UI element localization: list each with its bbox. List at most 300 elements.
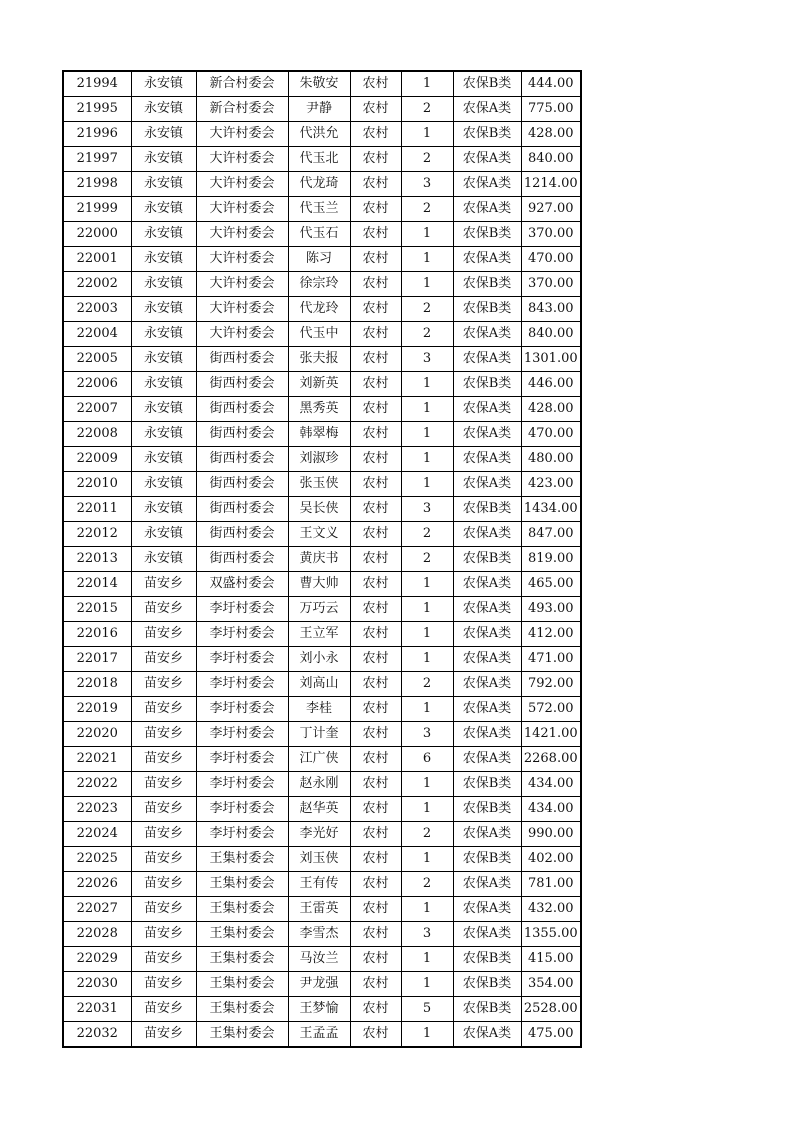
table-cell-category: 农保A类	[453, 622, 521, 647]
table-cell-amount: 792.00	[521, 672, 581, 697]
table-cell-id: 21996	[63, 122, 131, 147]
table-row	[63, 122, 581, 147]
table-cell-id: 22007	[63, 397, 131, 422]
table-cell-name: 尹静	[288, 97, 350, 122]
table-cell-id: 22032	[63, 1022, 131, 1048]
table-cell-name: 代龙琦	[288, 172, 350, 197]
table-cell-category: 农保A类	[453, 697, 521, 722]
table-cell-id: 22008	[63, 422, 131, 447]
table-cell-amount: 775.00	[521, 97, 581, 122]
table-cell-name: 李光好	[288, 822, 350, 847]
table-cell-id: 22020	[63, 722, 131, 747]
table-row	[63, 747, 581, 772]
table-cell-count: 1	[401, 372, 453, 397]
table-cell-category: 农保B类	[453, 71, 521, 97]
table-cell-village: 大许村委会	[196, 322, 288, 347]
table-cell-count: 1	[401, 947, 453, 972]
table-cell-town: 永安镇	[131, 372, 196, 397]
table-cell-count: 1	[401, 122, 453, 147]
table-row	[63, 622, 581, 647]
table-cell-type: 农村	[350, 822, 401, 847]
table-cell-id: 22013	[63, 547, 131, 572]
table-cell-village: 街西村委会	[196, 397, 288, 422]
table-cell-count: 1	[401, 572, 453, 597]
table-cell-name: 代玉兰	[288, 197, 350, 222]
table-cell-town: 永安镇	[131, 547, 196, 572]
table-cell-amount: 434.00	[521, 772, 581, 797]
table-cell-town: 苗安乡	[131, 772, 196, 797]
table-cell-id: 22011	[63, 497, 131, 522]
table-cell-count: 1	[401, 597, 453, 622]
table-cell-category: 农保B类	[453, 972, 521, 997]
table-cell-village: 李圩村委会	[196, 822, 288, 847]
table-cell-amount: 402.00	[521, 847, 581, 872]
table-cell-count: 5	[401, 997, 453, 1022]
table-cell-name: 马汝兰	[288, 947, 350, 972]
table-row	[63, 822, 581, 847]
table-cell-id: 22027	[63, 897, 131, 922]
table-cell-village: 王集村委会	[196, 922, 288, 947]
table-cell-amount: 434.00	[521, 797, 581, 822]
table-cell-town: 永安镇	[131, 472, 196, 497]
table-cell-type: 农村	[350, 872, 401, 897]
table-cell-name: 王立军	[288, 622, 350, 647]
table-row	[63, 147, 581, 172]
table-cell-town: 永安镇	[131, 522, 196, 547]
table-row	[63, 1022, 581, 1048]
table-cell-count: 2	[401, 147, 453, 172]
table-row	[63, 322, 581, 347]
table-cell-count: 1	[401, 847, 453, 872]
table-cell-category: 农保A类	[453, 347, 521, 372]
table-cell-name: 王雷英	[288, 897, 350, 922]
table-cell-name: 王有传	[288, 872, 350, 897]
table-cell-amount: 840.00	[521, 322, 581, 347]
table-cell-village: 街西村委会	[196, 422, 288, 447]
table-cell-count: 6	[401, 747, 453, 772]
table-cell-name: 李桂	[288, 697, 350, 722]
table-cell-category: 农保B类	[453, 297, 521, 322]
table-cell-name: 王梦愉	[288, 997, 350, 1022]
table-cell-name: 吴长侠	[288, 497, 350, 522]
table-cell-type: 农村	[350, 372, 401, 397]
table-cell-amount: 354.00	[521, 972, 581, 997]
table-cell-amount: 446.00	[521, 372, 581, 397]
table-cell-village: 大许村委会	[196, 272, 288, 297]
table-cell-town: 永安镇	[131, 272, 196, 297]
table-cell-amount: 840.00	[521, 147, 581, 172]
table-cell-id: 21998	[63, 172, 131, 197]
table-cell-town: 永安镇	[131, 222, 196, 247]
table-cell-count: 1	[401, 71, 453, 97]
table-cell-town: 苗安乡	[131, 672, 196, 697]
table-cell-town: 苗安乡	[131, 997, 196, 1022]
table-cell-town: 永安镇	[131, 172, 196, 197]
table-cell-category: 农保A类	[453, 422, 521, 447]
table-cell-town: 苗安乡	[131, 647, 196, 672]
table-cell-name: 朱敬安	[288, 71, 350, 97]
table-cell-town: 苗安乡	[131, 822, 196, 847]
table-cell-amount: 470.00	[521, 247, 581, 272]
table-cell-amount: 847.00	[521, 522, 581, 547]
table-cell-type: 农村	[350, 597, 401, 622]
table-cell-type: 农村	[350, 922, 401, 947]
table-cell-category: 农保A类	[453, 1022, 521, 1048]
table-cell-amount: 444.00	[521, 71, 581, 97]
table-cell-town: 永安镇	[131, 397, 196, 422]
table-cell-category: 农保A类	[453, 672, 521, 697]
table-row	[63, 97, 581, 122]
table-cell-village: 李圩村委会	[196, 772, 288, 797]
table-cell-amount: 471.00	[521, 647, 581, 672]
table-cell-type: 农村	[350, 447, 401, 472]
table-cell-id: 22022	[63, 772, 131, 797]
table-row	[63, 422, 581, 447]
table-cell-category: 农保B类	[453, 272, 521, 297]
table-cell-id: 22003	[63, 297, 131, 322]
table-cell-village: 大许村委会	[196, 297, 288, 322]
table-cell-type: 农村	[350, 1022, 401, 1048]
table-cell-category: 农保A类	[453, 922, 521, 947]
table-cell-count: 3	[401, 922, 453, 947]
table-row	[63, 872, 581, 897]
table-cell-count: 1	[401, 447, 453, 472]
table-cell-name: 张夫报	[288, 347, 350, 372]
table-cell-id: 21995	[63, 97, 131, 122]
table-cell-town: 永安镇	[131, 71, 196, 97]
table-cell-category: 农保A类	[453, 197, 521, 222]
table-cell-count: 1	[401, 272, 453, 297]
table-cell-type: 农村	[350, 197, 401, 222]
table-row	[63, 797, 581, 822]
table-cell-type: 农村	[350, 472, 401, 497]
table-cell-amount: 428.00	[521, 122, 581, 147]
table-cell-id: 22006	[63, 372, 131, 397]
table-cell-amount: 1421.00	[521, 722, 581, 747]
table-cell-type: 农村	[350, 547, 401, 572]
table-cell-village: 大许村委会	[196, 172, 288, 197]
table-cell-count: 1	[401, 647, 453, 672]
table-cell-village: 王集村委会	[196, 1022, 288, 1048]
table-row	[63, 297, 581, 322]
table-cell-town: 苗安乡	[131, 1022, 196, 1048]
table-cell-town: 永安镇	[131, 97, 196, 122]
table-cell-village: 王集村委会	[196, 997, 288, 1022]
table-cell-id: 22009	[63, 447, 131, 472]
table-cell-name: 刘淑珍	[288, 447, 350, 472]
table-cell-id: 22019	[63, 697, 131, 722]
table-cell-amount: 2268.00	[521, 747, 581, 772]
table-cell-category: 农保A类	[453, 247, 521, 272]
table-cell-count: 1	[401, 897, 453, 922]
table-cell-category: 农保A类	[453, 872, 521, 897]
table-cell-town: 永安镇	[131, 197, 196, 222]
table-cell-count: 2	[401, 297, 453, 322]
table-cell-name: 代玉北	[288, 147, 350, 172]
table-cell-type: 农村	[350, 347, 401, 372]
table-row	[63, 397, 581, 422]
table-cell-count: 1	[401, 622, 453, 647]
table-cell-count: 2	[401, 872, 453, 897]
table-cell-id: 22001	[63, 247, 131, 272]
table-cell-count: 1	[401, 1022, 453, 1048]
table-cell-town: 永安镇	[131, 422, 196, 447]
table-cell-count: 1	[401, 422, 453, 447]
table-cell-name: 赵华英	[288, 797, 350, 822]
table-cell-name: 代玉石	[288, 222, 350, 247]
table-cell-amount: 428.00	[521, 397, 581, 422]
table-cell-village: 王集村委会	[196, 847, 288, 872]
table-cell-count: 1	[401, 472, 453, 497]
table-cell-category: 农保A类	[453, 822, 521, 847]
table-row	[63, 647, 581, 672]
table-cell-amount: 990.00	[521, 822, 581, 847]
table-cell-id: 22015	[63, 597, 131, 622]
table-cell-type: 农村	[350, 322, 401, 347]
records-table	[62, 70, 582, 1048]
table-cell-category: 农保A类	[453, 572, 521, 597]
table-cell-name: 代玉中	[288, 322, 350, 347]
table-cell-town: 苗安乡	[131, 797, 196, 822]
table-row	[63, 497, 581, 522]
table-cell-type: 农村	[350, 772, 401, 797]
table-cell-town: 永安镇	[131, 447, 196, 472]
table-cell-village: 街西村委会	[196, 372, 288, 397]
table-row	[63, 71, 581, 97]
table-cell-village: 李圩村委会	[196, 747, 288, 772]
table-cell-type: 农村	[350, 722, 401, 747]
table-cell-name: 王文义	[288, 522, 350, 547]
table-cell-category: 农保A类	[453, 322, 521, 347]
table-cell-name: 万巧云	[288, 597, 350, 622]
table-cell-id: 22012	[63, 522, 131, 547]
table-cell-category: 农保B类	[453, 497, 521, 522]
table-cell-count: 1	[401, 972, 453, 997]
table-cell-id: 22026	[63, 872, 131, 897]
table-cell-name: 陈习	[288, 247, 350, 272]
table-cell-village: 街西村委会	[196, 497, 288, 522]
table-cell-amount: 1301.00	[521, 347, 581, 372]
table-cell-type: 农村	[350, 697, 401, 722]
table-row	[63, 722, 581, 747]
table-cell-category: 农保B类	[453, 372, 521, 397]
table-cell-id: 21999	[63, 197, 131, 222]
table-cell-town: 永安镇	[131, 347, 196, 372]
table-cell-amount: 412.00	[521, 622, 581, 647]
table-cell-id: 22030	[63, 972, 131, 997]
table-cell-name: 刘高山	[288, 672, 350, 697]
table-cell-village: 双盛村委会	[196, 572, 288, 597]
table-row	[63, 247, 581, 272]
table-cell-type: 农村	[350, 247, 401, 272]
table-cell-category: 农保A类	[453, 897, 521, 922]
table-cell-amount: 927.00	[521, 197, 581, 222]
table-cell-id: 22018	[63, 672, 131, 697]
table-cell-amount: 370.00	[521, 222, 581, 247]
table-cell-village: 大许村委会	[196, 247, 288, 272]
table-cell-town: 苗安乡	[131, 722, 196, 747]
table-cell-town: 苗安乡	[131, 847, 196, 872]
table-cell-id: 22014	[63, 572, 131, 597]
table-cell-type: 农村	[350, 522, 401, 547]
table-cell-type: 农村	[350, 572, 401, 597]
table-cell-amount: 493.00	[521, 597, 581, 622]
table-cell-id: 22005	[63, 347, 131, 372]
table-cell-id: 22025	[63, 847, 131, 872]
table-cell-amount: 470.00	[521, 422, 581, 447]
table-row	[63, 772, 581, 797]
table-cell-category: 农保B类	[453, 797, 521, 822]
table-cell-id: 22017	[63, 647, 131, 672]
table-cell-count: 1	[401, 247, 453, 272]
table-cell-type: 农村	[350, 797, 401, 822]
table-cell-id: 22016	[63, 622, 131, 647]
table-cell-count: 1	[401, 397, 453, 422]
table-cell-id: 22004	[63, 322, 131, 347]
table-cell-name: 江广侠	[288, 747, 350, 772]
table-row	[63, 697, 581, 722]
table-cell-count: 2	[401, 522, 453, 547]
table-row	[63, 372, 581, 397]
table-cell-category: 农保B类	[453, 222, 521, 247]
table-cell-village: 大许村委会	[196, 122, 288, 147]
table-row	[63, 847, 581, 872]
table-cell-village: 李圩村委会	[196, 722, 288, 747]
table-cell-village: 王集村委会	[196, 897, 288, 922]
table-cell-count: 3	[401, 722, 453, 747]
table-cell-amount: 843.00	[521, 297, 581, 322]
table-cell-amount: 2528.00	[521, 997, 581, 1022]
table-cell-amount: 781.00	[521, 872, 581, 897]
table-row	[63, 347, 581, 372]
table-cell-amount: 819.00	[521, 547, 581, 572]
table-cell-type: 农村	[350, 172, 401, 197]
table-cell-name: 代龙玲	[288, 297, 350, 322]
table-cell-id: 22028	[63, 922, 131, 947]
table-cell-village: 街西村委会	[196, 547, 288, 572]
table-cell-town: 永安镇	[131, 147, 196, 172]
table-cell-town: 永安镇	[131, 122, 196, 147]
table-cell-village: 大许村委会	[196, 197, 288, 222]
table-cell-name: 赵永刚	[288, 772, 350, 797]
table-cell-amount: 370.00	[521, 272, 581, 297]
table-cell-count: 1	[401, 772, 453, 797]
table-cell-count: 2	[401, 322, 453, 347]
table-cell-village: 王集村委会	[196, 872, 288, 897]
table-row	[63, 522, 581, 547]
table-cell-name: 尹龙强	[288, 972, 350, 997]
table-cell-count: 2	[401, 672, 453, 697]
table-cell-name: 代洪允	[288, 122, 350, 147]
table-cell-type: 农村	[350, 747, 401, 772]
table-cell-amount: 1355.00	[521, 922, 581, 947]
table-cell-category: 农保B类	[453, 772, 521, 797]
table-cell-id: 22024	[63, 822, 131, 847]
table-cell-count: 2	[401, 97, 453, 122]
table-cell-name: 徐宗玲	[288, 272, 350, 297]
table-cell-category: 农保B类	[453, 997, 521, 1022]
table-cell-category: 农保A类	[453, 172, 521, 197]
table-cell-type: 农村	[350, 972, 401, 997]
records-table-body	[63, 71, 581, 1047]
table-cell-village: 李圩村委会	[196, 797, 288, 822]
table-cell-type: 农村	[350, 222, 401, 247]
table-cell-town: 苗安乡	[131, 697, 196, 722]
table-cell-village: 街西村委会	[196, 347, 288, 372]
table-cell-count: 2	[401, 197, 453, 222]
table-row	[63, 172, 581, 197]
table-row	[63, 272, 581, 297]
table-cell-id: 21994	[63, 71, 131, 97]
table-cell-type: 农村	[350, 997, 401, 1022]
table-cell-type: 农村	[350, 947, 401, 972]
table-cell-type: 农村	[350, 497, 401, 522]
table-cell-town: 苗安乡	[131, 947, 196, 972]
table-cell-type: 农村	[350, 647, 401, 672]
table-cell-amount: 423.00	[521, 472, 581, 497]
table-cell-category: 农保A类	[453, 647, 521, 672]
table-cell-name: 丁计奎	[288, 722, 350, 747]
table-cell-id: 22021	[63, 747, 131, 772]
table-cell-village: 大许村委会	[196, 147, 288, 172]
table-cell-count: 3	[401, 497, 453, 522]
table-row	[63, 597, 581, 622]
table-cell-category: 农保A类	[453, 722, 521, 747]
table-cell-id: 22000	[63, 222, 131, 247]
table-cell-type: 农村	[350, 897, 401, 922]
table-row	[63, 947, 581, 972]
table-cell-type: 农村	[350, 147, 401, 172]
table-cell-id: 22029	[63, 947, 131, 972]
table-row	[63, 997, 581, 1022]
table-row	[63, 672, 581, 697]
table-cell-category: 农保A类	[453, 747, 521, 772]
table-cell-name: 刘玉侠	[288, 847, 350, 872]
table-row	[63, 922, 581, 947]
table-cell-id: 22023	[63, 797, 131, 822]
table-row	[63, 447, 581, 472]
table-cell-category: 农保A类	[453, 472, 521, 497]
table-cell-amount: 432.00	[521, 897, 581, 922]
table-cell-count: 2	[401, 547, 453, 572]
table-cell-village: 街西村委会	[196, 522, 288, 547]
table-cell-type: 农村	[350, 272, 401, 297]
table-row	[63, 572, 581, 597]
table-cell-village: 街西村委会	[196, 472, 288, 497]
table-cell-village: 王集村委会	[196, 947, 288, 972]
table-cell-name: 黄庆书	[288, 547, 350, 572]
table-cell-category: 农保A类	[453, 447, 521, 472]
table-cell-type: 农村	[350, 297, 401, 322]
table-cell-count: 3	[401, 347, 453, 372]
table-cell-id: 22031	[63, 997, 131, 1022]
table-cell-amount: 572.00	[521, 697, 581, 722]
table-cell-village: 李圩村委会	[196, 647, 288, 672]
table-row	[63, 197, 581, 222]
table-cell-village: 新合村委会	[196, 71, 288, 97]
table-cell-category: 农保A类	[453, 397, 521, 422]
table-cell-name: 张玉侠	[288, 472, 350, 497]
table-cell-town: 永安镇	[131, 497, 196, 522]
table-cell-type: 农村	[350, 97, 401, 122]
table-cell-town: 苗安乡	[131, 572, 196, 597]
table-cell-id: 22010	[63, 472, 131, 497]
table-cell-town: 苗安乡	[131, 597, 196, 622]
table-cell-town: 苗安乡	[131, 972, 196, 997]
table-row	[63, 547, 581, 572]
table-cell-village: 新合村委会	[196, 97, 288, 122]
table-cell-category: 农保B类	[453, 547, 521, 572]
